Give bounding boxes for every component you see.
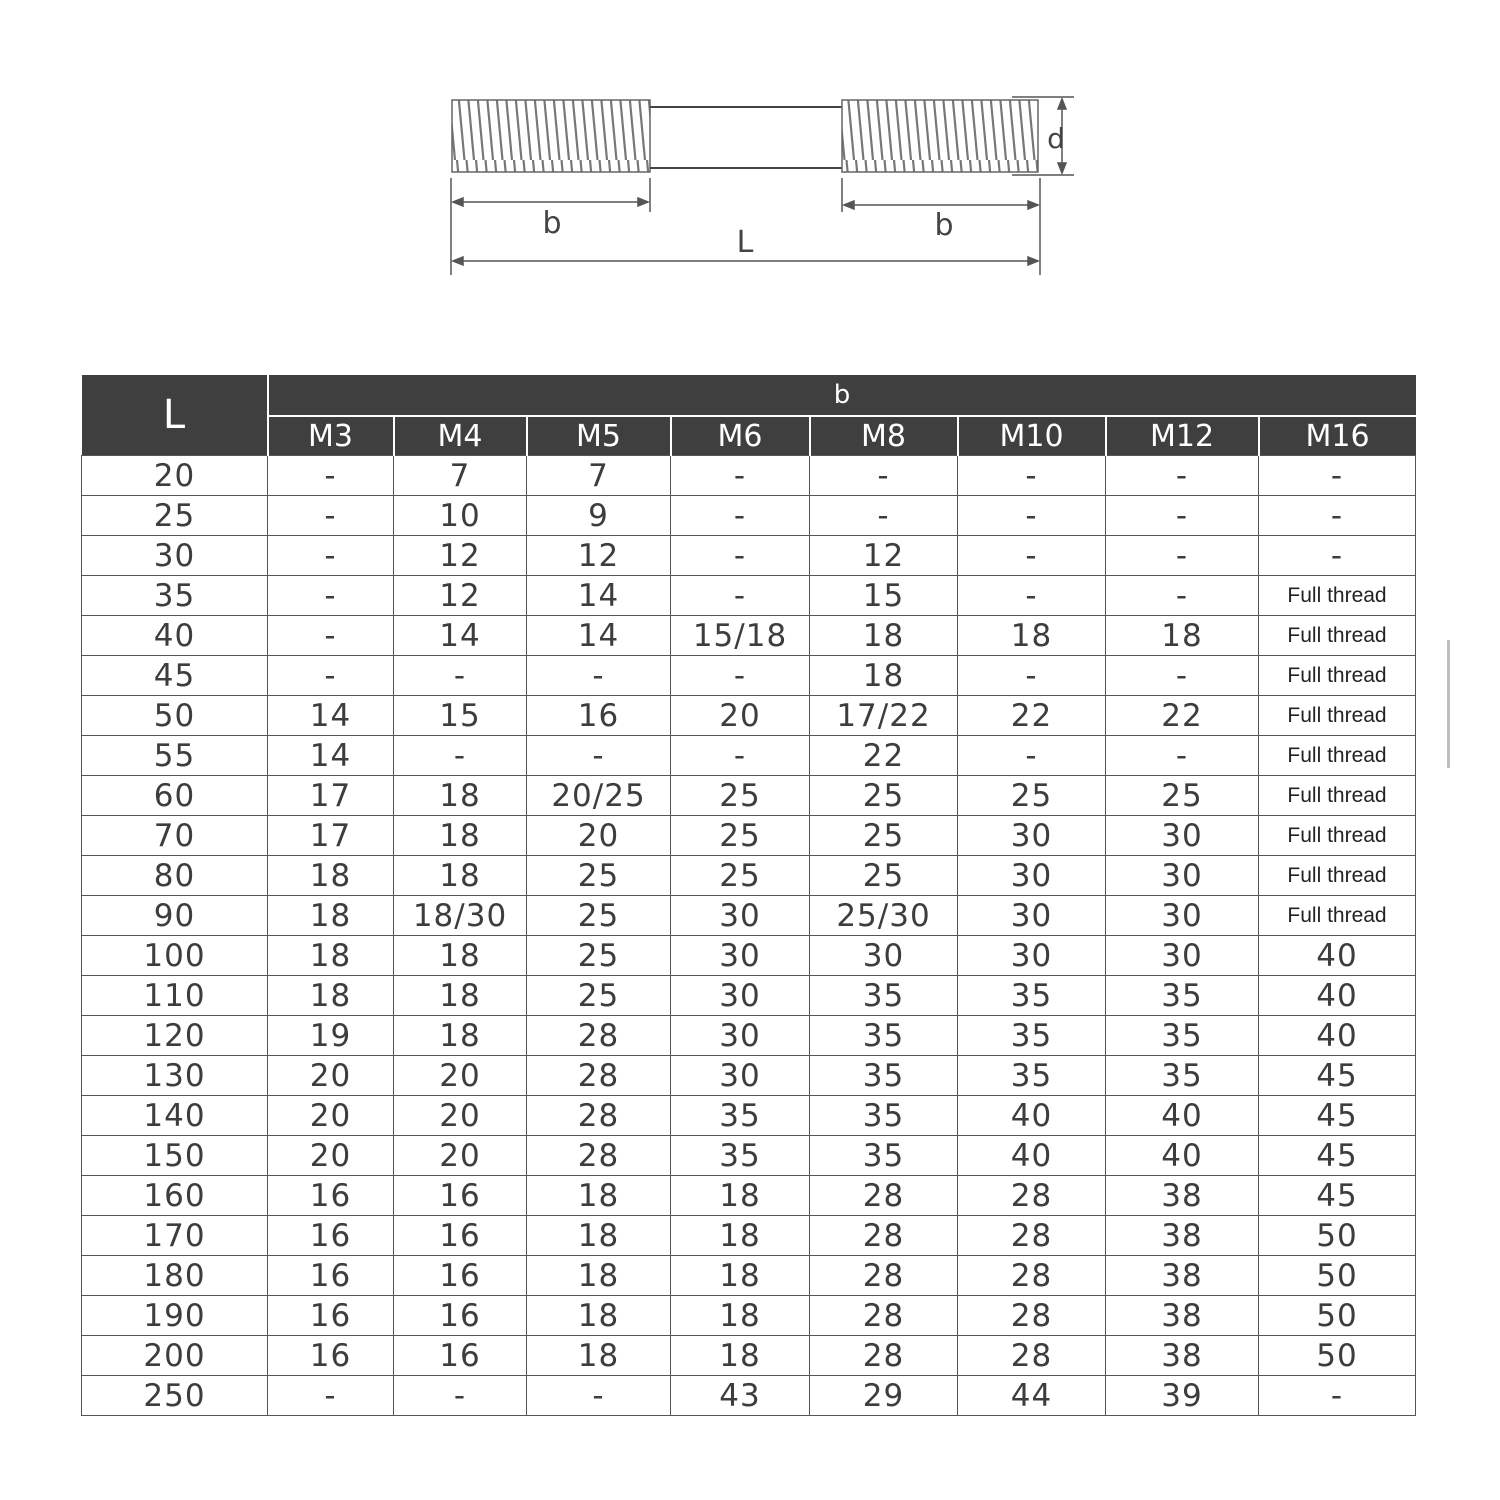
size-header-m5: M5: [527, 416, 671, 456]
value-cell: 29: [810, 1376, 958, 1416]
value-cell: -: [268, 496, 394, 536]
value-cell: 14: [527, 616, 671, 656]
value-cell: 28: [958, 1296, 1106, 1336]
value-cell: Full thread: [1259, 576, 1416, 616]
value-cell: 50: [1259, 1296, 1416, 1336]
value-cell: 16: [394, 1296, 527, 1336]
value-cell: 18: [268, 976, 394, 1016]
value-cell: 14: [394, 616, 527, 656]
value-cell: 18: [527, 1176, 671, 1216]
length-cell: 110: [82, 976, 268, 1016]
value-cell: 7: [527, 456, 671, 496]
value-cell: 16: [268, 1296, 394, 1336]
value-cell: 30: [958, 936, 1106, 976]
value-cell: 50: [1259, 1216, 1416, 1256]
label-b-right: b: [934, 208, 954, 243]
value-cell: 16: [268, 1176, 394, 1216]
length-cell: 180: [82, 1256, 268, 1296]
table-row: [82, 1376, 1416, 1416]
value-cell: 25: [671, 816, 810, 856]
length-cell: 100: [82, 936, 268, 976]
value-cell: 40: [1259, 936, 1416, 976]
table-row: [82, 776, 1416, 816]
table-row: [82, 616, 1416, 656]
value-cell: 35: [810, 1016, 958, 1056]
length-cell: 120: [82, 1016, 268, 1056]
value-cell: 30: [671, 936, 810, 976]
table-row: [82, 1056, 1416, 1096]
table-row: [82, 536, 1416, 576]
length-column-header: L: [82, 375, 268, 456]
value-cell: 28: [527, 1056, 671, 1096]
value-cell: 14: [268, 696, 394, 736]
value-cell: 12: [527, 536, 671, 576]
stud-bolt-diagram: [0, 0, 1500, 330]
value-cell: 18: [671, 1296, 810, 1336]
value-cell: 20/25: [527, 776, 671, 816]
value-cell: 18: [268, 856, 394, 896]
value-cell: 38: [1106, 1176, 1259, 1216]
value-cell: 30: [671, 896, 810, 936]
value-cell: -: [394, 656, 527, 696]
value-cell: -: [810, 496, 958, 536]
value-cell: 16: [268, 1336, 394, 1376]
size-header-row: [82, 416, 1416, 456]
value-cell: 18: [394, 856, 527, 896]
value-cell: 25: [1106, 776, 1259, 816]
table-row: [82, 816, 1416, 856]
value-cell: -: [268, 616, 394, 656]
value-cell: 35: [810, 1136, 958, 1176]
value-cell: 28: [527, 1136, 671, 1176]
right-thread-section: [842, 100, 1038, 172]
value-cell: 45: [1259, 1056, 1416, 1096]
value-cell: 25/30: [810, 896, 958, 936]
length-cell: 170: [82, 1216, 268, 1256]
value-cell: 17/22: [810, 696, 958, 736]
edge-artifact: [1447, 640, 1450, 768]
value-cell: 30: [958, 896, 1106, 936]
value-cell: 16: [268, 1256, 394, 1296]
value-cell: -: [671, 656, 810, 696]
value-cell: 16: [394, 1176, 527, 1216]
value-cell: 7: [394, 456, 527, 496]
value-cell: 15: [394, 696, 527, 736]
value-cell: 44: [958, 1376, 1106, 1416]
value-cell: 50: [1259, 1336, 1416, 1376]
value-cell: 28: [527, 1016, 671, 1056]
value-cell: -: [268, 576, 394, 616]
value-cell: 18: [527, 1256, 671, 1296]
value-cell: 35: [671, 1096, 810, 1136]
value-cell: 30: [958, 856, 1106, 896]
value-cell: 30: [671, 1016, 810, 1056]
value-cell: 28: [958, 1216, 1106, 1256]
value-cell: Full thread: [1259, 776, 1416, 816]
thread-length-group-header: b: [268, 375, 1416, 416]
value-cell: 18: [394, 816, 527, 856]
table-row: [82, 976, 1416, 1016]
value-cell: Full thread: [1259, 696, 1416, 736]
table-row: [82, 1136, 1416, 1176]
value-cell: 25: [527, 976, 671, 1016]
value-cell: 28: [810, 1296, 958, 1336]
length-cell: 250: [82, 1376, 268, 1416]
length-cell: 25: [82, 496, 268, 536]
table-row: [82, 1336, 1416, 1376]
size-header-m10: M10: [958, 416, 1106, 456]
value-cell: 17: [268, 816, 394, 856]
value-cell: -: [394, 736, 527, 776]
value-cell: 9: [527, 496, 671, 536]
table-row: [82, 896, 1416, 936]
value-cell: 18: [671, 1336, 810, 1376]
length-cell: 30: [82, 536, 268, 576]
value-cell: 14: [527, 576, 671, 616]
value-cell: -: [1106, 536, 1259, 576]
value-cell: 15: [810, 576, 958, 616]
value-cell: 18/30: [394, 896, 527, 936]
value-cell: -: [1106, 656, 1259, 696]
value-cell: -: [1106, 736, 1259, 776]
value-cell: 18: [268, 936, 394, 976]
length-cell: 190: [82, 1296, 268, 1336]
value-cell: -: [958, 656, 1106, 696]
table-body: [82, 456, 1416, 1416]
table-row: [82, 656, 1416, 696]
value-cell: 30: [1106, 856, 1259, 896]
table-row: [82, 1216, 1416, 1256]
value-cell: 35: [958, 1056, 1106, 1096]
value-cell: 20: [394, 1096, 527, 1136]
value-cell: 20: [671, 696, 810, 736]
stud-bolt-shape: [452, 100, 1038, 172]
value-cell: 39: [1106, 1376, 1259, 1416]
value-cell: 25: [527, 896, 671, 936]
value-cell: 35: [671, 1136, 810, 1176]
value-cell: 40: [1259, 1016, 1416, 1056]
value-cell: 20: [268, 1136, 394, 1176]
value-cell: -: [268, 456, 394, 496]
value-cell: 16: [394, 1336, 527, 1376]
value-cell: 12: [394, 576, 527, 616]
value-cell: 45: [1259, 1176, 1416, 1216]
value-cell: -: [1106, 456, 1259, 496]
value-cell: 38: [1106, 1216, 1259, 1256]
value-cell: 35: [1106, 1016, 1259, 1056]
value-cell: -: [671, 536, 810, 576]
value-cell: 38: [1106, 1296, 1259, 1336]
size-header-m12: M12: [1106, 416, 1259, 456]
length-cell: 20: [82, 456, 268, 496]
length-cell: 200: [82, 1336, 268, 1376]
table-row: [82, 456, 1416, 496]
value-cell: 18: [527, 1216, 671, 1256]
length-cell: 130: [82, 1056, 268, 1096]
value-cell: 12: [394, 536, 527, 576]
value-cell: 25: [810, 856, 958, 896]
value-cell: Full thread: [1259, 736, 1416, 776]
value-cell: 40: [1259, 976, 1416, 1016]
value-cell: 25: [810, 776, 958, 816]
value-cell: -: [527, 736, 671, 776]
value-cell: Full thread: [1259, 896, 1416, 936]
value-cell: 28: [958, 1176, 1106, 1216]
value-cell: 18: [394, 976, 527, 1016]
value-cell: 35: [810, 1096, 958, 1136]
value-cell: 35: [810, 976, 958, 1016]
value-cell: -: [810, 456, 958, 496]
value-cell: 18: [671, 1216, 810, 1256]
value-cell: -: [527, 656, 671, 696]
length-cell: 140: [82, 1096, 268, 1136]
value-cell: 16: [394, 1256, 527, 1296]
label-d: d: [1047, 122, 1065, 155]
value-cell: 14: [268, 736, 394, 776]
value-cell: 18: [268, 896, 394, 936]
value-cell: -: [958, 576, 1106, 616]
value-cell: Full thread: [1259, 656, 1416, 696]
length-cell: 50: [82, 696, 268, 736]
value-cell: -: [958, 496, 1106, 536]
length-cell: 40: [82, 616, 268, 656]
value-cell: 30: [1106, 896, 1259, 936]
value-cell: -: [1259, 456, 1416, 496]
value-cell: -: [1259, 536, 1416, 576]
value-cell: 30: [810, 936, 958, 976]
value-cell: -: [958, 736, 1106, 776]
value-cell: 28: [810, 1216, 958, 1256]
table-row: [82, 696, 1416, 736]
length-cell: 150: [82, 1136, 268, 1176]
dimension-table: [81, 375, 1416, 1416]
value-cell: 45: [1259, 1136, 1416, 1176]
value-cell: -: [1259, 1376, 1416, 1416]
length-cell: 45: [82, 656, 268, 696]
value-cell: Full thread: [1259, 816, 1416, 856]
length-cell: 90: [82, 896, 268, 936]
value-cell: 30: [671, 1056, 810, 1096]
value-cell: 16: [268, 1216, 394, 1256]
value-cell: 22: [958, 696, 1106, 736]
value-cell: 25: [958, 776, 1106, 816]
value-cell: 18: [394, 776, 527, 816]
value-cell: 35: [1106, 1056, 1259, 1096]
value-cell: 18: [1106, 616, 1259, 656]
value-cell: 30: [1106, 816, 1259, 856]
value-cell: 18: [527, 1296, 671, 1336]
value-cell: 18: [958, 616, 1106, 656]
value-cell: 25: [671, 856, 810, 896]
table-row: [82, 1096, 1416, 1136]
value-cell: 28: [810, 1336, 958, 1376]
size-header-m6: M6: [671, 416, 810, 456]
value-cell: 18: [671, 1176, 810, 1216]
value-cell: -: [394, 1376, 527, 1416]
length-cell: 160: [82, 1176, 268, 1216]
value-cell: 35: [810, 1056, 958, 1096]
value-cell: -: [671, 456, 810, 496]
value-cell: 28: [958, 1256, 1106, 1296]
value-cell: -: [1106, 496, 1259, 536]
length-cell: 60: [82, 776, 268, 816]
value-cell: 35: [958, 976, 1106, 1016]
size-header-m4: M4: [394, 416, 527, 456]
value-cell: -: [268, 536, 394, 576]
value-cell: 45: [1259, 1096, 1416, 1136]
value-cell: -: [268, 656, 394, 696]
value-cell: 20: [394, 1056, 527, 1096]
value-cell: 28: [810, 1256, 958, 1296]
value-cell: 25: [810, 816, 958, 856]
value-cell: 28: [527, 1096, 671, 1136]
value-cell: 28: [958, 1336, 1106, 1376]
value-cell: 50: [1259, 1256, 1416, 1296]
value-cell: -: [1106, 576, 1259, 616]
value-cell: 25: [671, 776, 810, 816]
value-cell: 19: [268, 1016, 394, 1056]
value-cell: 30: [1106, 936, 1259, 976]
table-row: [82, 736, 1416, 776]
value-cell: 40: [958, 1096, 1106, 1136]
length-cell: 70: [82, 816, 268, 856]
table-row: [82, 936, 1416, 976]
value-cell: 18: [527, 1336, 671, 1376]
value-cell: -: [671, 736, 810, 776]
value-cell: 30: [671, 976, 810, 1016]
value-cell: Full thread: [1259, 856, 1416, 896]
value-cell: 18: [671, 1256, 810, 1296]
label-b-left: b: [542, 206, 562, 241]
value-cell: -: [671, 496, 810, 536]
value-cell: 43: [671, 1376, 810, 1416]
table-row: [82, 856, 1416, 896]
value-cell: 16: [527, 696, 671, 736]
value-cell: 22: [1106, 696, 1259, 736]
table-row: [82, 496, 1416, 536]
value-cell: 20: [527, 816, 671, 856]
value-cell: 20: [268, 1096, 394, 1136]
size-header-m8: M8: [810, 416, 958, 456]
value-cell: 30: [958, 816, 1106, 856]
size-header-m16: M16: [1259, 416, 1416, 456]
table-row: [82, 1256, 1416, 1296]
length-cell: 55: [82, 736, 268, 776]
value-cell: Full thread: [1259, 616, 1416, 656]
label-L: L: [736, 225, 754, 260]
value-cell: -: [958, 456, 1106, 496]
value-cell: 20: [268, 1056, 394, 1096]
value-cell: 18: [810, 656, 958, 696]
value-cell: 40: [1106, 1136, 1259, 1176]
value-cell: 22: [810, 736, 958, 776]
table-row: [82, 1296, 1416, 1336]
table-row: [82, 1016, 1416, 1056]
value-cell: 35: [958, 1016, 1106, 1056]
table-row: [82, 576, 1416, 616]
value-cell: -: [671, 576, 810, 616]
value-cell: 16: [394, 1216, 527, 1256]
value-cell: 18: [394, 1016, 527, 1056]
value-cell: 18: [394, 936, 527, 976]
value-cell: 20: [394, 1136, 527, 1176]
value-cell: -: [1259, 496, 1416, 536]
value-cell: 15/18: [671, 616, 810, 656]
value-cell: 35: [1106, 976, 1259, 1016]
table-row: [82, 1176, 1416, 1216]
length-cell: 35: [82, 576, 268, 616]
value-cell: 12: [810, 536, 958, 576]
value-cell: 28: [810, 1176, 958, 1216]
value-cell: 10: [394, 496, 527, 536]
value-cell: 25: [527, 936, 671, 976]
value-cell: 18: [810, 616, 958, 656]
value-cell: 40: [958, 1136, 1106, 1176]
value-cell: -: [527, 1376, 671, 1416]
size-header-m3: M3: [268, 416, 394, 456]
value-cell: 25: [527, 856, 671, 896]
value-cell: -: [958, 536, 1106, 576]
value-cell: -: [268, 1376, 394, 1416]
value-cell: 38: [1106, 1256, 1259, 1296]
value-cell: 17: [268, 776, 394, 816]
left-thread-section: [452, 100, 650, 172]
length-cell: 80: [82, 856, 268, 896]
value-cell: 40: [1106, 1096, 1259, 1136]
value-cell: 38: [1106, 1336, 1259, 1376]
